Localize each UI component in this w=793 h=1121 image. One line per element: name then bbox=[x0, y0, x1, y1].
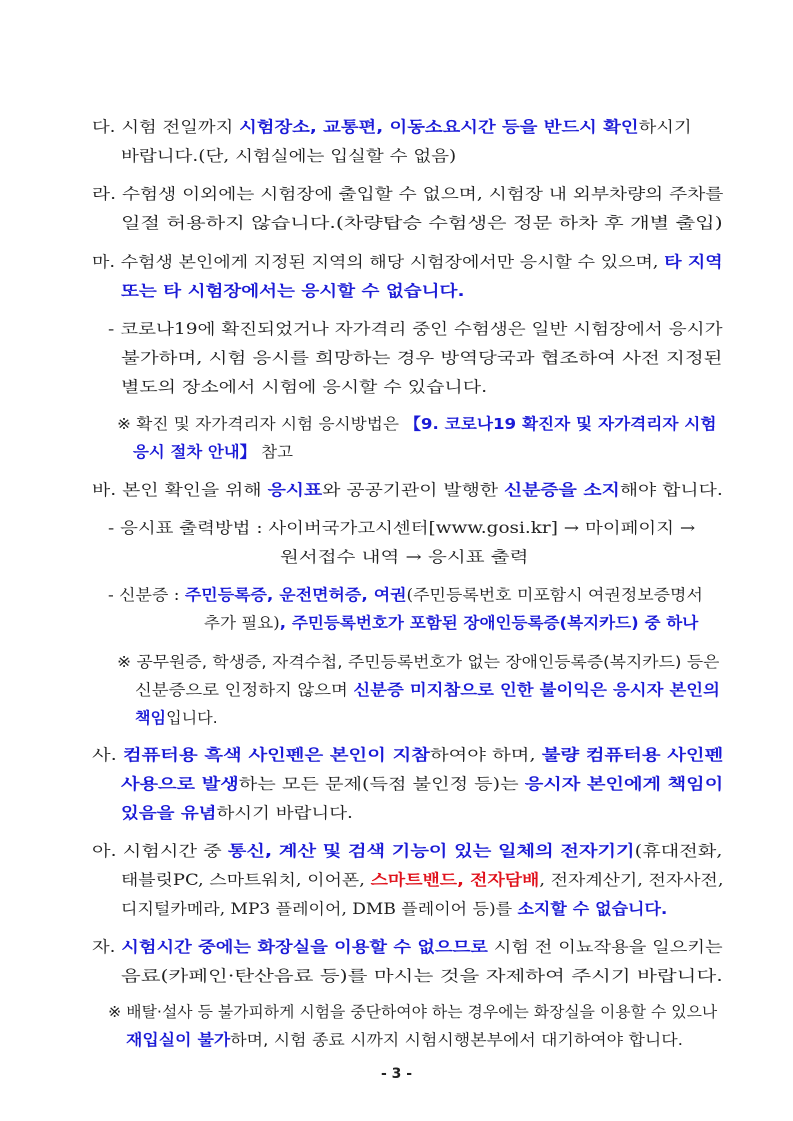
page-number: - 3 - bbox=[380, 1066, 413, 1082]
emphasis-text: 신분증 미지참으로 인한 불이익은 응시자 본인의 bbox=[353, 681, 720, 699]
text-line bbox=[117, 413, 716, 435]
body-text: 태블릿PC, 스마트워치, 이어폰, bbox=[121, 871, 371, 889]
text-line bbox=[92, 744, 723, 766]
body-text: - 신분증 : bbox=[108, 586, 185, 604]
body-text: 하시기 bbox=[638, 118, 692, 136]
emphasis-text: 있음을 유념 bbox=[121, 804, 217, 822]
text-line bbox=[121, 898, 667, 920]
body-text: 바랍니다.(단, 시험실에는 입실할 수 없음) bbox=[121, 147, 457, 165]
text-line bbox=[92, 183, 723, 205]
body-text: 원서접수 내역 → 응시표 출력 bbox=[280, 548, 529, 566]
emphasis-text: 컴퓨터용 흑색 사인펜은 본인이 지참 bbox=[122, 746, 430, 764]
text-line bbox=[121, 773, 723, 795]
body-text: ※ 확진 및 자가격리자 시험 응시방법은 bbox=[117, 415, 405, 433]
body-text: 수험생 이외에는 시험장에 출입할 수 없으며 bbox=[121, 185, 477, 203]
emphasis-text: 【9. 코로나19 확진자 및 자가격리자 시험 bbox=[404, 415, 717, 433]
body-text: 신분증으로 인정하지 않으며 bbox=[135, 681, 354, 699]
text-line bbox=[108, 584, 703, 606]
emphasis-text: 응시표 bbox=[267, 481, 323, 499]
body-text: 디지털카메라, MP3 플레이어, DMB 플레이어 등)를 bbox=[121, 900, 518, 918]
body-text: 추가 필요) bbox=[204, 614, 280, 632]
body-text: (휴대전화, bbox=[634, 842, 723, 860]
emphasis-text: 응시 절차 안내】 bbox=[133, 443, 257, 461]
body-text: 하며, 시험 종료 시까지 시험시행본부에서 대기하여야 합니다. bbox=[230, 1031, 684, 1049]
body-text: 하여야 하며, bbox=[429, 746, 542, 764]
emphasis-text: 시험시간 중에는 화장실을 이용할 수 없으므로 bbox=[121, 938, 488, 956]
text-line bbox=[92, 936, 723, 958]
body-text: - 응시표 출력방법 : 사이버국가고시센터[www.gosi.kr] → 마이페이지 → bbox=[108, 519, 696, 537]
text-line bbox=[204, 612, 698, 634]
body-text: 마. 수험생 본인에게 지정된 지역의 해당 시험장에서만 응시할 수 있으며, bbox=[92, 253, 665, 271]
body-text: , 시험장 내 외부차량의 주차를 bbox=[476, 185, 724, 203]
body-text: - 코로나19에 확진되었거나 자가격리 중인 수험생은 일반 시험장에서 응시가 bbox=[108, 320, 723, 338]
emphasis-text: 타 지역 bbox=[664, 253, 723, 271]
body-text: 해야 합니다. bbox=[619, 481, 723, 499]
warning-text: 스마트밴드, 전자담배 bbox=[370, 871, 540, 889]
body-text: 시험 전 이뇨작용을 일으키는 bbox=[487, 938, 723, 956]
emphasis-text: 주민등록증, 운전면허증, 여권 bbox=[184, 586, 407, 604]
emphasis-text: 사용으로 발생 bbox=[121, 775, 239, 793]
body-text: 와 공공기관이 발행한 bbox=[322, 481, 505, 499]
body-text: 참고 bbox=[256, 443, 294, 461]
text-line bbox=[280, 546, 529, 568]
body-text: ※ 배탈·설사 등 불가피하게 시험을 중단하여야 하는 경우에는 화장실을 이용할 수 있으나 bbox=[108, 1003, 718, 1021]
text-line bbox=[92, 840, 722, 862]
emphasis-text: 또는 타 시험장에서는 응시할 수 없습니다. bbox=[121, 282, 465, 300]
emphasis-text: 소지할 수 없습니다. bbox=[517, 900, 668, 918]
body-text: , 전자계산기, 전자사전, bbox=[539, 871, 724, 889]
emphasis-text: , 주민등록번호가 포함된 장애인등록증(복지카드) 중 하나 bbox=[279, 614, 699, 632]
body-text: 아. 시험시간 중 bbox=[92, 842, 228, 860]
text-line bbox=[121, 212, 723, 234]
body-text: 불가하며, 시험 응시를 희망하는 경우 방역당국과 협조하여 사전 지정된 bbox=[121, 349, 723, 367]
text-line bbox=[121, 802, 353, 824]
body-text: ※ 공무원증, 학생증, 자격수첩, 주민등록번호가 없는 장애인등록증(복지카드) 등은 bbox=[117, 653, 720, 671]
text-line bbox=[92, 479, 723, 501]
text-line bbox=[108, 1001, 717, 1023]
text-line bbox=[92, 116, 692, 138]
body-text: 자. bbox=[92, 938, 122, 956]
body-text: 하는 모든 문제(득점 불인정 등)는 bbox=[238, 775, 525, 793]
body-text: 입니다. bbox=[166, 709, 218, 727]
emphasis-text: 응시자 본인에게 책임이 bbox=[524, 775, 724, 793]
body-text: (주민등록번호 미포함시 여권정보증명서 bbox=[406, 586, 703, 604]
text-line bbox=[126, 1029, 683, 1051]
body-text: 다. 시험 전일까지 bbox=[92, 118, 240, 136]
text-line bbox=[121, 280, 465, 302]
text-line bbox=[121, 145, 456, 167]
text-line bbox=[121, 347, 722, 369]
emphasis-text: 책임 bbox=[135, 709, 167, 727]
text-line bbox=[108, 318, 722, 340]
text-line bbox=[92, 251, 723, 273]
body-text: 사. bbox=[92, 746, 123, 764]
text-line bbox=[121, 376, 487, 398]
text-line bbox=[121, 869, 724, 891]
emphasis-text: 재입실이 불가 bbox=[126, 1031, 231, 1049]
text-line bbox=[117, 651, 719, 673]
body-text: 하시기 바랍니다. bbox=[216, 804, 353, 822]
body-text: 별도의 장소에서 시험에 응시할 수 있습니다. bbox=[121, 378, 488, 396]
body-text: 라. bbox=[92, 185, 122, 203]
text-line bbox=[135, 679, 720, 701]
text-line bbox=[135, 707, 218, 729]
body-text: 음료(카페인·탄산음료 등)를 마시는 것을 자제하여 주시기 바랍니다. bbox=[121, 967, 723, 985]
body-text: 바. 본인 확인을 위해 bbox=[92, 481, 268, 499]
emphasis-text: 불량 컴퓨터용 사인펜 bbox=[541, 746, 724, 764]
emphasis-text: 시험장소, 교통편, 이동소요시간 등을 반드시 확인 bbox=[239, 118, 639, 136]
text-line bbox=[108, 517, 695, 539]
text-line bbox=[133, 441, 293, 463]
text-line bbox=[121, 965, 723, 987]
body-text: 일절 허용하지 않습니다.(차량탑승 수험생은 정문 하차 후 개별 출입) bbox=[121, 214, 723, 232]
emphasis-text: 통신, 계산 및 검색 기능이 있는 일체의 전자기기 bbox=[227, 842, 635, 860]
emphasis-text: 신분증을 소지 bbox=[504, 481, 620, 499]
